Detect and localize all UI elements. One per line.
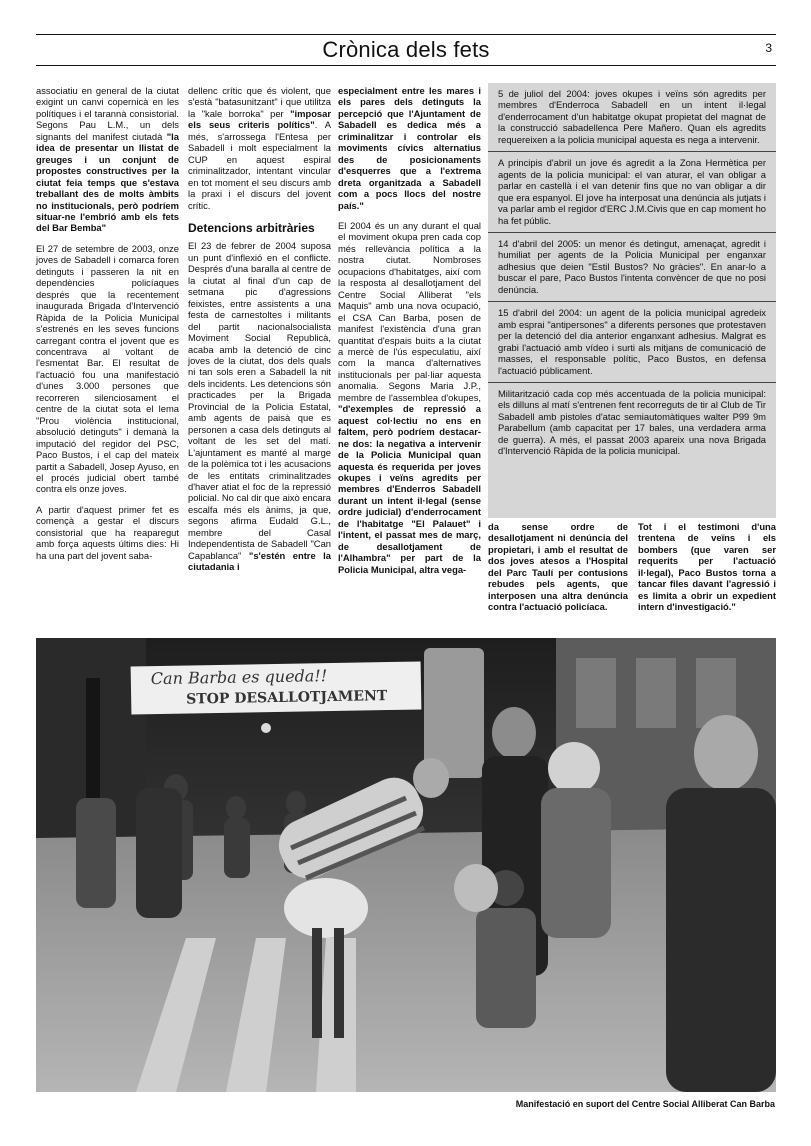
paragraph: A partir d'aquest primer fet es començà a gestar el discurs consistorial que ha reaparegut amb força aquests últims dies: Hi ha una part del jovent saba- (36, 503, 179, 561)
subheading: Detencions arbitràries (188, 220, 315, 235)
demonstration-photo (36, 638, 776, 1092)
banner-text: Can Barba es queda!! (150, 666, 328, 689)
incident-item: 15 d'abril del 2004: un agent de la policia municipal agredeix amb esprai "antipersones" a diferents persones que protestaven per la detenció del dia anterior enganxant adhesius. Malgrat es grabi l'actuació amb vídeo i surti als mitjans de comunicació de masses, el responsable polític, Paco Bustos, en defensa l'actuació públicament. (488, 302, 776, 383)
incident-item: 14 d'abril del 2005: un menor és detingut, amenaçat, agredit i humiliat per agents de la Policia Municipal per enganxar adhesius que deien "Estil Bustos? No gràcies". En anar-lo a buscar el pare, Paco Bustos l'intenta convèncer de que no posi denúncia. (488, 233, 776, 302)
paragraph: associatiu en general de la ciutat exigint un canvi copernicà en les polítiques i el tarannà consistorial. Segons Pau L.M., un dels signants del manifest ciutadà "la idea de presentar un llistat de greuges i un conjunt de propostes constructives per la ciutat feia temps que s'estava treballant des de molts àmbits no institucionals, però podríem situar-ne l'embrió amb els fets del Bar Bemba" (36, 85, 179, 234)
article-column-3 (338, 85, 481, 584)
article-continuation-2: Tot i el testimoni d'una trentena de veïns i els bombers (que varen ser requerits per l'actuació il·legal), Paco Bustos torna a tancar files davant l'agressió i es limita a obrir un expedient intern d'investigació." (638, 521, 776, 613)
incident-sidebar (488, 83, 776, 518)
article-continuation-1: da sense ordre de desallotjament ni denúncia del propietari, i amb el resultat de dos joves atesos a l'Hospital del Parc Taulí per contusions rebudes pels agents, que interposen una altra denúncia contra l'actuació policíaca. (488, 521, 628, 613)
paragraph: El 23 de febrer de 2004 suposa un punt d'inflexió en el conflicte. Després d'una baralla al centre de la ciutat al final d'un cap de setmana pic d'agressions feixistes, entre assistents a una festa de carnestoltes i militants del partit nacionalsocialista Moviment Social Republicà, acaba amb la detenció de cinc joves de la ciutat, dos dels quals ni tan sols eren a Sabadell la nit dels incidents. Les detencions són practicades per la Brigada Provincial de la Policia Estatal, amb agents de paisà que es personen a casa dels detinguts al voltant de les set del matí. L'ajuntament es manté al marge de la polèmica tot i les acusacions de les entitats criminalitzades d'haver atiat el foc de la repressió policial. No cal dir que això encara escalfa més els ànims, ja que, segons afirma Eudald G.L., membre del Casal Independentista de Sabadell "Can Capablanca" "s'estén entre la ciutadania i (188, 240, 331, 573)
article-column-1 (36, 85, 179, 570)
paragraph: dellenc crític que és violent, que s'està "batasunitzant" i que utilitza la "kale borroka" per "imposar els seus criteris polítics". A més, s'arrossega l'Entesa per Sabadell i molt especialment la CUP en aquest espiral criminalitzador, intentant vincular en tot moment el seu discurs amb la praxi i el discurs del jovent crític. (188, 85, 332, 211)
photo-caption: Manifestació en suport del Centre Social Alliberat Can Barba (515, 1099, 775, 1109)
section-title: Crònica dels fets (322, 37, 490, 62)
paragraph: El 27 de setembre de 2003, onze joves de Sabadell i comarca foren detinguts i passeren la nit en dependències policíaques després que la recentement inaugurada Brigada d'Intervenció Ràpida de la Policia Municipal s'estrenés en les seves funcions carregant contra el jovent que es concentrava al voltant de l'esmentat Bar. El resultat de l'actuació fou una manifestació d'unes 3.000 persones que recorreren silenciosament el centre de la ciutat sota el lema "Prou violència institucional, absolució detinguts" i demanà la imputació del regidor del PSC, Paco Bustos, i el cap del mateix partit a Sabadell, Josep Ayuso, en el procés judicial obert també contra els onze joves. (36, 242, 179, 495)
protest-banner (131, 661, 422, 714)
paragraph: El 2004 és un any durant el qual el moviment okupa pren cada cop més rellevància política a la nostra ciutat. Nombroses ocupacions d'habitatges, així com la resposta al desallotjament del Centre Social Alliberat "els Maquis" amb una nova ocupació, el CSA Can Barba, posen de manifest l'existència d'una gran quantitat d'espais buits a la ciutat a mercè de l'ús especulatiu, així com la manca d'alternatives institucionals per pal·liar aquesta anomalia. Segons Maria J.P., membre de l'assemblea d'okupes, "d'exemples de repressió a aquest col·lectiu no ens en faltem, però podríem destacar-ne dos: la negativa a intervenir de la Policia Municipal quan aquesta és requerida per joves okupes i veïns agredits per membres d'Enderros Sabadell durant un intent il·legal (sense ordre judicial) d'enderrocament de l'habitatge "El Palauet" i l'intent, el passat mes de març, de desallotjament de l'Alhambra" per part de la Policia Municipal, altra vega- (338, 219, 481, 575)
page-header (36, 34, 776, 66)
incident-item: 5 de juliol del 2004: joves okupes i veïns són agredits per membres d'Enderroca Sabadell en un intent il·legal d'enderrocament d'un habitatge okupat propietat del magnat de la construcció sabadellenca Pere Mañero. Quan els agredits requereixen a la policia municipal aquesta es nega a intervenir. (488, 83, 776, 152)
incident-item: Militarització cada cop més accentuada de la policia municipal: els dilluns al matí s'entrenen fent recorreguts de tir al Club de Tir Sabadell amb pistoles d'atac semiautomàtiques walter P99 9m Parabellum (amb capacitat per 17 bales, una verdadera arma de guerra). A més, el passat 2003 apareix una nova Brigada d'Intervenció Ràpida de la policia municipal. (498, 387, 766, 457)
incident-item: A principis d'abril un jove és agredit a la Zona Hermètica per agents de la policia municipal: el van aturar, el van obligar a parlar en castellà i el van detenir fins que no van obligar a dir que era espanyol. El jove ha interposat una denúncia als jutjats i va parlar amb el regidor d'ERC J.M.Civis que en cap moment ho ha fet públic. (488, 152, 776, 233)
banner-text: STOP DESALLOTJAMENT (186, 688, 388, 708)
paragraph: especialment entre les mares i els pares dels detinguts la percepció que l'Ajuntament de Sabadell es dedica més a criminalitzar i controlar els moviments cívics alternatius des de posicionaments d'esquerres que a l'extrema dreta organitzada a Sabadell com a pocs llocs del nostre país." (338, 85, 481, 211)
page-number: 3 (765, 41, 772, 55)
article-column-2 (188, 85, 331, 582)
